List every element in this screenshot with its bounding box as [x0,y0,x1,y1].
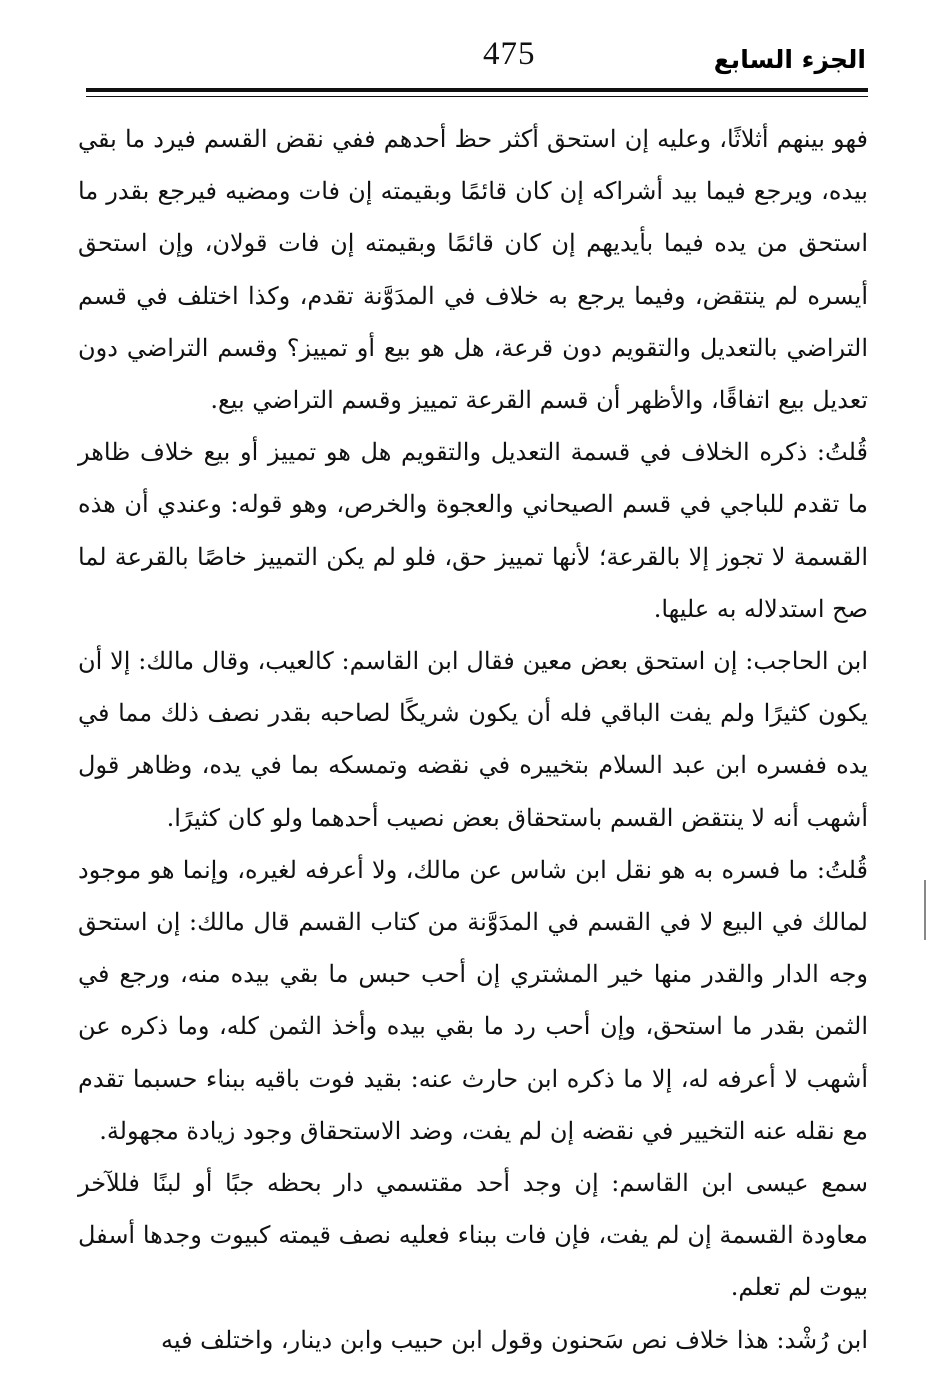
paragraph: قُلتُ: ذكره الخلاف في قسمة التعديل والتقويم هل هو تمييز أو بيع خلاف ظاهر ما تقدم للباجي في قسم الصيحاني والعجوة والخرص، وهو قوله: وعندي أن هذه القسمة لا تجوز إلا بالقرعة؛ لأنها تمييز حق، فلو لم يكن التمييز خاصًا بالقرعة لما صح استدلاله به عليها. [78,438,868,623]
running-head-part-title: الجزء السابع [713,45,866,74]
header-rule-thin [86,96,868,97]
paragraph: قُلتُ: ما فسره به هو نقل ابن شاس عن مالك، ولا أعرفه لغيره، وإنما هو موجود لمالك في البيع لا في القسم في المدَوَّنة من كتاب القسم قال مالك: إن استحق وجه الدار والقدر منها خير المشتري إن أحب حبس ما بقي بيده منه، ورجع في الثمن بقدر ما استحق، وإن أحب رد ما بقي بيده وأخذ الثمن كله، وما ذكره عن أشهب لا أعرفه له، إلا ما ذكره ابن حارث عنه: بقيد فوت باقيه ببناء حسبما تقدم مع نقله عنه التخيير في نقضه إن لم يفت، وضد الاستحقاق وجود زيادة مجهولة. [78,855,868,1145]
page-header [86,28,866,92]
body-text [78,113,868,1366]
scan-edge-mark [924,880,926,940]
paragraph: ابن الحاجب: إن استحق بعض معين فقال ابن القاسم: كالعيب، وقال مالك: إلا أن يكون كثيرًا ولم يفت الباقي فله أن يكون شريكًا لصاحبه بقدر نصف ذلك مما في يده ففسره ابن عبد السلام بتخييره في نقضه وتمسكه بما في يده، وظاهر قول أشهب أنه لا ينتقض القسم باستحقاق بعض نصيب أحدهما ولو كان كثيرًا. [78,647,869,832]
page-number: 475 [483,36,536,72]
header-rule-thick [86,88,868,92]
paragraph: سمع عيسى ابن القاسم: إن وجد أحد مقتسمي دار بحظه جبًا أو لبنًا فللآخر معاودة القسمة إن لم يفت، فإن فات ببناء فعليه نصف قيمته كبيوت وجدها أسفل بيوت لم تعلم. [78,1169,868,1302]
paragraph: فهو بينهم أثلاثًا، وعليه إن استحق أكثر حظ أحدهم ففي نقض القسم فيرد ما بقي بيده، ويرجع فيما بيد أشراكه إن كان قائمًا وبقيمته إن فات ومضيه فيرجع بقدر ما استحق من يده فيما بأيديهم إن كان قائمًا وبقيمته إن فات قولان، وإن استحق أيسره لم ينتقض، وفيما يرجع به خلاف في المدَوَّنة تقدم، وكذا اختلف في قسم التراضي بالتعديل والتقويم دون قرعة، هل هو بيع أو تمييز؟ وقسم التراضي دون تعديل بيع اتفاقًا، والأظهر أن قسم القرعة تمييز وقسم التراضي بيع. [78,125,868,415]
paragraph: ابن رُشْد: هذا خلاف نص سَحنون وقول ابن حبيب وابن دينار، واختلف فيه [160,1325,868,1354]
